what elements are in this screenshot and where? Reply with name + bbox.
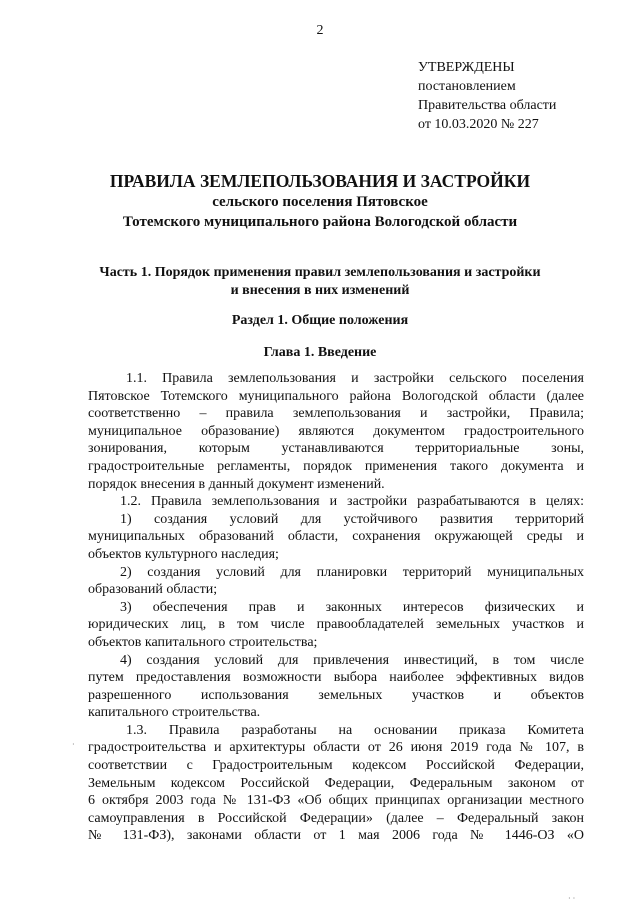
text-line: градостроительные регламенты, порядок применения такого документа и [88,458,584,474]
text-line: градостроительства и архитектуры области от 26 июня 2019 года № 107, в [88,740,584,756]
approval-line-3: Правительства области [418,98,557,113]
body-text [88,370,584,845]
approval-line-4: от 10.03.2020 № 227 [418,117,539,132]
text-line: соответственно – правила землепользования и застройки, Правила; [88,406,584,422]
text-line: объектов культурного наследия; [88,546,279,562]
part-heading-line-2: и внесения в них изменений [230,283,410,298]
scan-speck: · [72,740,75,749]
text-line: 3) обеспечения прав и законных интересов физических и [120,599,584,615]
part-heading-line-1: Часть 1. Порядок применения правил землепользования и застройки [99,265,541,280]
page-number: 2 [316,23,324,38]
text-line: муниципальных образований области, сохранения окружающей среды и [88,529,584,545]
text-line: 2) создания условий для планировки территорий муниципальных [120,564,584,580]
text-line: разрешенного использования земельных участков и объектов [88,687,584,703]
approval-line-1: УТВЕРЖДЕНЫ [418,60,515,75]
scan-speck: · · [568,894,576,903]
text-line: муниципальное образование) являются документом градостроительного [88,423,584,439]
text-line: юридических лиц, в том числе правообладателей земельных участков и [88,617,584,633]
text-line: Земельным кодексом Российской Федерации, Федеральным законом от [88,775,584,791]
chapter-heading: Глава 1. Введение [263,345,377,360]
title-main: ПРАВИЛА ЗЕМЛЕПОЛЬЗОВАНИЯ И ЗАСТРОЙКИ [109,171,531,191]
approval-line-2: постановлением [418,79,516,94]
text-line: капитального строительства. [88,705,261,721]
document-title [0,170,640,232]
text-line: соответствии с Градостроительным кодексом Российской Федерации, [88,758,584,774]
part-heading [0,264,640,300]
text-line: путем предоставления возможности выбора наиболее эффективных видов [88,670,584,686]
text-line: № 131-ФЗ), законами области от 1 мая 2006 года № 1446-ОЗ «О [88,828,584,844]
text-line: Пятовское Тотемского муниципального района Вологодской области (далее [88,388,584,404]
text-line: 1.2. Правила землепользования и застройки разрабатываются в целях: [120,494,584,510]
title-sub-1: сельского поселения Пятовское [212,194,428,210]
text-line: зонирования, которым устанавливаются территориальные зоны, [88,441,584,457]
text-line: 4) создания условий для привлечения инвестиций, в том числе [120,652,584,668]
text-line: 1) создания условий для устойчивого развития территорий [120,511,584,527]
text-line: 1.1. Правила землепользования и застройки сельского поселения [126,371,584,386]
section-heading: Раздел 1. Общие положения [231,313,409,328]
text-line: 1.3. Правила разработаны на основании приказа Комитета [126,722,584,738]
text-line: образований области; [88,582,218,598]
approval-stamp [418,58,556,134]
text-line: самоуправления в Российской Федерации» (далее – Федеральный закон [88,810,584,826]
text-line: 6 октября 2003 года № 131-ФЗ «Об общих принципах организации местного [88,793,584,809]
title-sub-2: Тотемского муниципального района Вологодской области [122,214,518,230]
text-line: порядок внесения в данный документ изменений. [88,476,385,492]
text-line: объектов капитального строительства; [88,634,318,650]
